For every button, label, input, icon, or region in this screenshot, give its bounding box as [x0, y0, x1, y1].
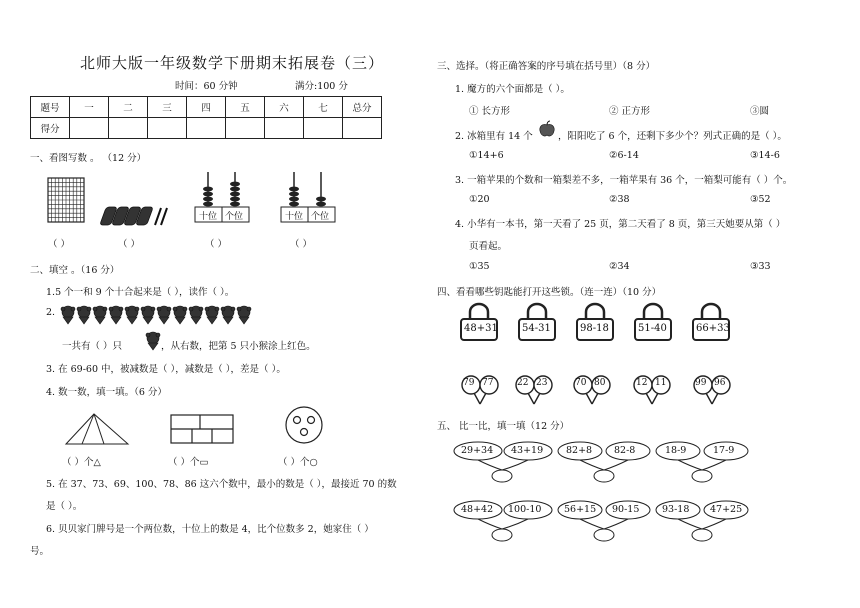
lock-icon[interactable]: [460, 303, 498, 341]
compare-expr-5a: 56+15: [564, 504, 597, 515]
lock-label-3: 98-18: [580, 323, 609, 334]
score-cell[interactable]: [70, 118, 109, 139]
hundred-grid-figure: [48, 178, 84, 222]
section2-q2-text-a: 一共有（ ）只: [62, 341, 123, 352]
table-cell: 七: [304, 97, 343, 118]
section2-q2-number: 2.: [46, 307, 56, 318]
table-cell: 总分: [343, 97, 382, 118]
section2-q1: 1.5 个一和 9 个十合起来是（ ），读作（ ）。: [46, 287, 235, 298]
section2-q6-line1: 6. 贝贝家门牌号是一个两位数，十位上的数是 4，比个位数多 2，她家住（ ）: [46, 524, 374, 535]
section4-title: 四、看看哪些钥匙能打开这些锁。（连一连）（10 分）: [437, 287, 662, 298]
section2-q5-line1: 5. 在 37、73、69、100、78、86 这六个数中，最小的数是（ ），最接近 70 的数: [46, 479, 397, 490]
section3-q4-option-1[interactable]: ①35: [469, 261, 490, 272]
key-label-4a: 12: [636, 378, 648, 388]
monkey-row-figure: [60, 304, 250, 326]
score-cell[interactable]: [148, 118, 187, 139]
score-cell[interactable]: [109, 118, 148, 139]
compare-expr-6b: 47+25: [710, 504, 743, 515]
score-table: [30, 96, 382, 139]
lock-label-5: 66+33: [696, 323, 730, 334]
lock-label-2: 54-31: [522, 323, 551, 334]
section2-q2-text-b: ，从右数，把第 5 只小猴涂上红色。: [161, 341, 316, 352]
table-cell: 一: [70, 97, 109, 118]
section3-q3-option-1[interactable]: ①20: [469, 194, 490, 205]
monkey-icon: [145, 330, 161, 350]
table-cell: 得分: [31, 118, 70, 139]
section3-q2-b: ，阳阳吃了 6 个，还剩下多少个？列式正确的是（ ）。: [558, 131, 787, 142]
compare-expr-4a: 48+42: [461, 504, 494, 515]
abacus-2-tens-label: 十位: [285, 212, 304, 222]
key-label-2b: 23: [536, 378, 548, 388]
section1-answer-blank-4[interactable]: （ ）: [290, 239, 313, 250]
table-cell: 四: [187, 97, 226, 118]
compare-expr-6a: 93-18: [662, 504, 690, 515]
table-cell: 题号: [31, 97, 70, 118]
score-cell[interactable]: [226, 118, 265, 139]
triangles-figure: [64, 412, 130, 446]
table-cell: 三: [148, 97, 187, 118]
key-label-5b: 96: [714, 378, 726, 388]
score-cell[interactable]: [265, 118, 304, 139]
score-table-header-row: [31, 97, 382, 118]
compare-expr-1a: 29+34: [461, 445, 494, 456]
apple-icon: [538, 120, 556, 138]
section2-q4: 4. 数一数，填一填。（6 分）: [46, 387, 167, 398]
abacus-2-ones-label: 个位: [311, 212, 330, 222]
section3-q1-option-2[interactable]: ② 正方形: [609, 106, 651, 117]
key-label-1a: 79: [463, 378, 475, 388]
full-score-label: 满分:100 分: [295, 81, 348, 92]
section2-q6-line2: 号。: [30, 546, 50, 557]
section1-answer-blank-1[interactable]: （ ）: [48, 239, 71, 250]
compare-expr-4b: 100-10: [508, 504, 542, 515]
section3-q2-a: 2. 冰箱里有 14 个: [455, 131, 533, 142]
table-cell: 五: [226, 97, 265, 118]
score-table-score-row: [31, 118, 382, 139]
section2-q3: 3. 在 69-60 中，被减数是（ ），减数是（ ），差是（ ）。: [46, 364, 286, 375]
section3-q1-option-1[interactable]: ① 长方形: [469, 106, 511, 117]
time-label: 时间：60 分钟: [175, 81, 238, 92]
compare-expr-1b: 43+19: [511, 445, 544, 456]
compare-connectors: [452, 440, 752, 550]
rectangle-count-blank[interactable]: （ ）个▭: [168, 457, 209, 468]
key-label-2a: 22: [517, 378, 529, 388]
section3-q3-option-3[interactable]: ③52: [750, 194, 771, 205]
stick-bundles-figure: [105, 205, 175, 227]
key-label-1b: 77: [482, 378, 494, 388]
section3-q3: 3. 一箱苹果的个数和一箱梨差不多，一箱苹果有 36 个，一箱梨可能有（ ）个。: [455, 175, 793, 186]
section1-title: 一、看图写数 。 （12 分）: [30, 153, 147, 164]
compare-expr-5b: 90-15: [612, 504, 640, 515]
score-cell[interactable]: [187, 118, 226, 139]
lock-label-4: 51-40: [638, 323, 667, 334]
section1-answer-blank-2[interactable]: （ ）: [118, 239, 141, 250]
circles-figure: [284, 405, 324, 445]
section3-q4-line2: 页看起。: [469, 241, 508, 252]
section3-q1: 1. 魔方的六个面都是（ ）。: [455, 84, 570, 95]
lock-icon[interactable]: [634, 303, 672, 341]
section3-q2-option-1[interactable]: ①14+6: [469, 150, 504, 161]
section1-answer-blank-3[interactable]: （ ）: [205, 239, 228, 250]
section3-q1-option-3[interactable]: ③圆: [750, 106, 770, 117]
section3-q2-option-2[interactable]: ②6-14: [609, 150, 639, 161]
lock-label-1: 48+31: [464, 323, 498, 334]
key-label-5a: 99: [695, 378, 707, 388]
page-title: 北师大版一年级数学下册期末拓展卷（三）: [80, 54, 385, 72]
lock-icon[interactable]: [576, 303, 614, 341]
section2-q5-line2: 是（ ）。: [46, 501, 83, 512]
section5-title: 五、 比一比，填一填（12 分）: [437, 421, 570, 432]
lock-icon[interactable]: [692, 303, 730, 341]
table-cell: 二: [109, 97, 148, 118]
compare-expr-2b: 82-8: [614, 445, 636, 456]
abacus-1-tens-label: 十位: [199, 212, 218, 222]
key-label-3b: 80: [594, 378, 606, 388]
section3-q2-option-3[interactable]: ③14-6: [750, 150, 780, 161]
score-cell[interactable]: [304, 118, 343, 139]
lock-icon[interactable]: [518, 303, 556, 341]
section3-q3-option-2[interactable]: ②38: [609, 194, 630, 205]
abacus-1-ones-label: 个位: [225, 212, 244, 222]
section3-q4-option-2[interactable]: ②34: [609, 261, 630, 272]
score-cell[interactable]: [343, 118, 382, 139]
section3-q4-option-3[interactable]: ③33: [750, 261, 771, 272]
key-label-3a: 70: [575, 378, 587, 388]
compare-expr-2a: 82+8: [566, 445, 593, 456]
rectangles-figure: [170, 414, 234, 444]
section3-title: 三、选择。（将正确答案的序号填在括号里）（8 分）: [437, 61, 656, 72]
section3-q4-line1: 4. 小华有一本书，第一天看了 25 页，第二天看了 8 页，第三天她要从第（ ）: [455, 219, 786, 230]
circle-count-blank[interactable]: （ ）个○: [278, 457, 318, 468]
triangle-count-blank[interactable]: （ ）个△: [62, 457, 101, 468]
section2-title: 二、填空 。（16 分）: [30, 265, 120, 276]
compare-expr-3b: 17-9: [713, 445, 735, 456]
key-label-4b: 11: [655, 378, 667, 388]
compare-expr-3a: 18-9: [665, 445, 687, 456]
table-cell: 六: [265, 97, 304, 118]
